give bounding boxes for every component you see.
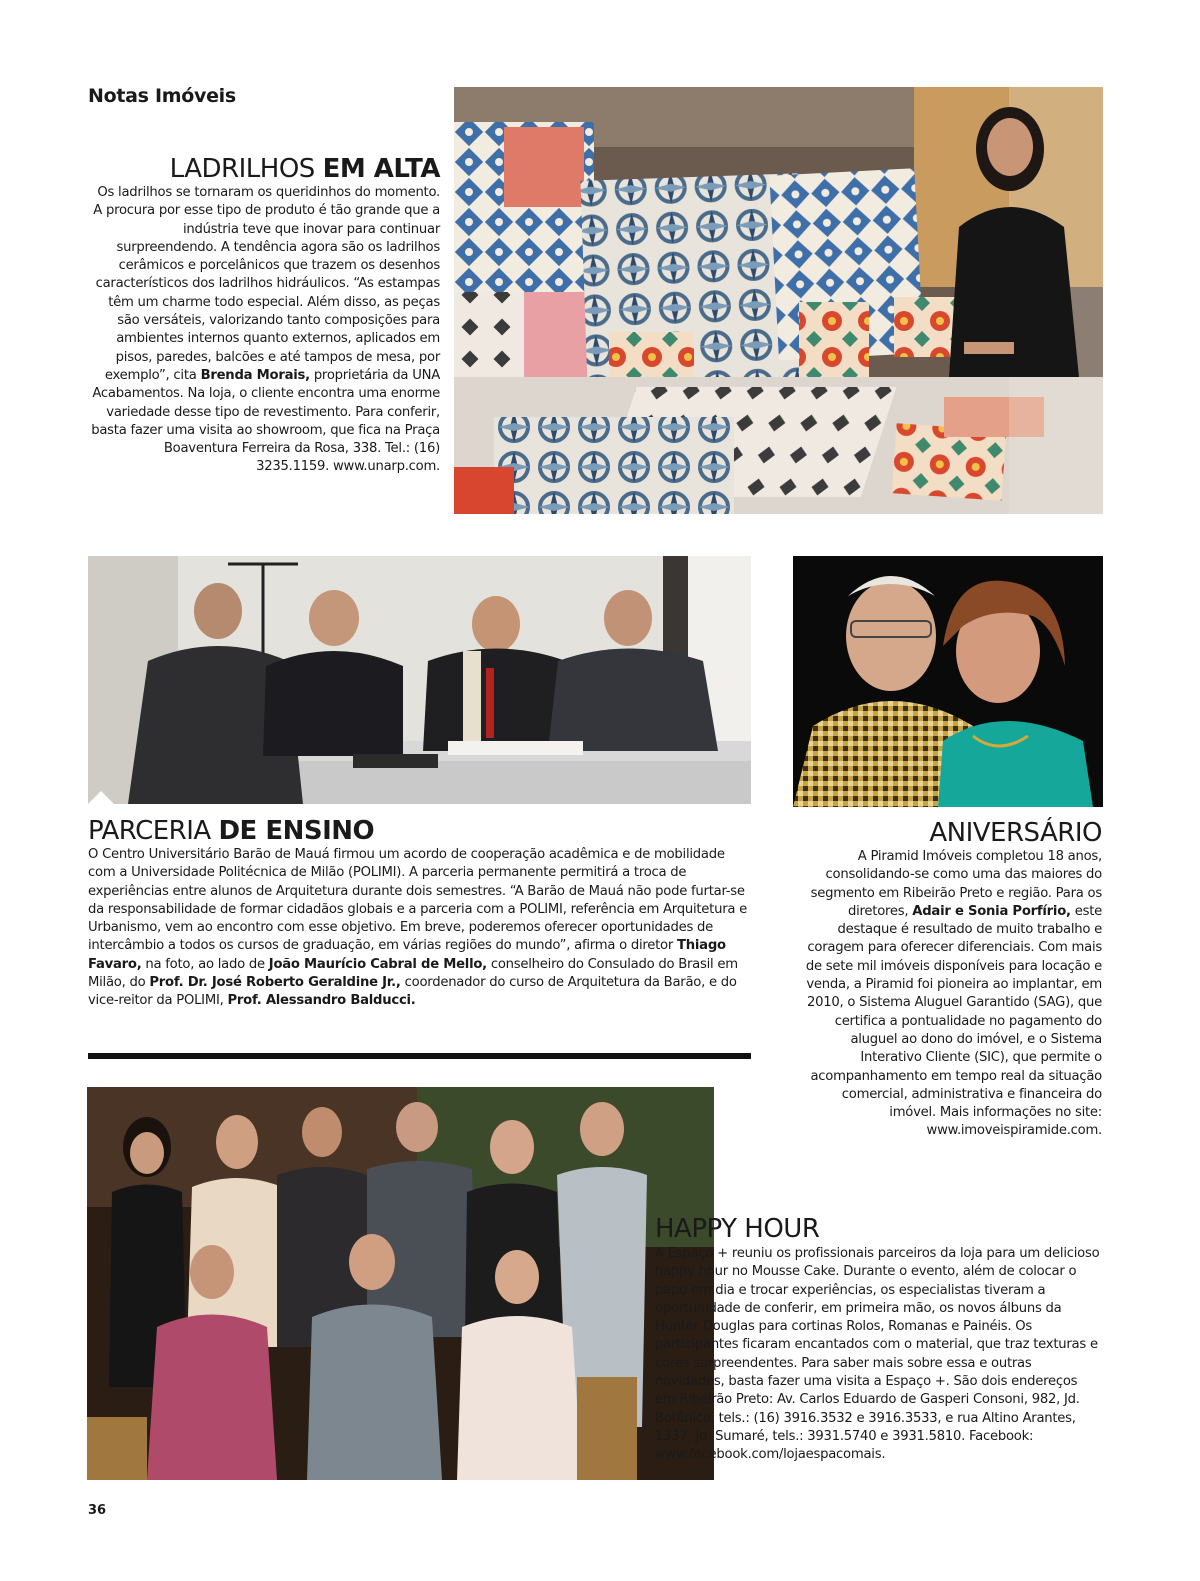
meeting-signing-photo <box>88 556 751 804</box>
couple-portrait-photo <box>793 556 1103 807</box>
ladrilhos-headline <box>170 154 440 184</box>
happy-hour-group-photo <box>87 1087 714 1480</box>
ladrilhos-title-light: LADRILHOS <box>169 154 315 184</box>
parceria-body-text-3: conselheiro do Consulado do Brasil em Milão, do <box>88 956 738 991</box>
tiles-showroom-photo <box>454 87 1103 514</box>
parceria-name-2: João Maurício Cabral de Mello, <box>268 956 487 972</box>
aniversario-article-body <box>800 848 1102 1141</box>
ladrilhos-title-bold: EM ALTA <box>322 154 440 184</box>
happy-hour-headline: HAPPY HOUR <box>655 1214 820 1244</box>
parceria-body-text-4: coordenador do curso de Arquitetura da Barão, e do vice-reitor da POLIMI, <box>88 975 737 1009</box>
parceria-title-light: PARCERIA <box>88 816 211 846</box>
parceria-headline <box>88 816 374 846</box>
ladrilhos-body-text: Os ladrilhos se tornaram os queridinhos do momento. A procura por esse tipo de produto é tão grande que a indústria teve que inovar para continuar surpreendendo. A tendência agora são os ladrilhos cerâmicos e porcelânicos que trazem os desenhos característicos dos ladrilhos hidráulicos. “As estampas têm um charme todo especial. Além disso, as peças são versáteis, valorizando tanto composições para ambientes internos quanto externos, aplicados em pisos, paredes, balcões e até tampos de mesa, por exemplo”, cita <box>93 185 440 383</box>
ladrilhos-article-body <box>88 184 440 477</box>
ladrilhos-person-name: Brenda Morais, <box>200 367 310 383</box>
parceria-name-3: Prof. Dr. José Roberto Geraldine Jr., <box>149 975 401 991</box>
aniversario-names: Adair e Sonia Porfírio, <box>912 903 1071 919</box>
parceria-article-body <box>88 846 753 1011</box>
parceria-name-4: Prof. Alessandro Balducci. <box>227 993 416 1009</box>
aniversario-headline: ANIVERSÁRIO <box>929 818 1102 848</box>
parceria-name-1: Thiago Favaro, <box>88 938 726 972</box>
aniversario-body-text-2: este destaque é resultado de muito trabalho e coragem para oferecer diferenciais. Com mais de sete mil imóveis disponíveis para locação e venda, a Piramid foi pioneira ao implantar, em 2010, o Sistema Aluguel Garantido (SAG), que certifica a pontualidade no pagamento do aluguel ao dono do imóvel, e o Sistema Interativo Cliente (SIC), que permite o acompanhamento em tempo real da situação comercial, administrativa e financeira do imóvel. Mais informações no site: www.imoveispiramide.com. <box>805 903 1102 1139</box>
parceria-body-text-2: na foto, ao lado de <box>145 956 265 972</box>
section-divider <box>88 1053 751 1059</box>
page-number: 36 <box>88 1503 107 1518</box>
ladrilhos-body-text-end: proprietária da UNA Acabamentos. Na loja, o cliente encontra uma enorme variedade desse tipo de revestimento. Para conferir, basta fazer uma visita ao showroom, que fica na Praça Boaventura Ferreira da Rosa, 338. Tel.: (16) 3235.1159. www.unarp.com. <box>91 367 440 475</box>
parceria-body-text: O Centro Universitário Barão de Mauá firmou um acordo de cooperação acadêmica e de mobilidade com a Universidade Politécnica de Milão (POLIMI). A parceria permanente permitirá a troca de experiências entre alunos de Arquitetura durante dois semestres. “A Barão de Mauá não pode furtar-se da responsabilidade de formar cidadãos globais e a parceria com a POLIMI, referência em Arquitetura e Urbanismo, vem ao encontro com esse objetivo. Em breve, poderemos oferecer oportunidades de intercâmbio a todos os cursos de graduação, em várias regiões do mundo”, afirma o diretor <box>88 847 748 954</box>
happy-hour-article-body: A Espaço + reuniu os profissionais parceiros da loja para um delicioso happy hour no Mousse Cake. Durante o evento, além de colocar o papo em dia e trocar experiências, os especialistas tiveram a oportunidade de conferir, em primeira mão, os novos álbuns da Hunter Douglas para cortinas Rolos, Romanas e Painéis. Os participantes ficaram encantados com o material, que traz texturas e cores surpreendentes. Para saber mais sobre essa e outras novidades, basta fazer uma visita a Espaço +. São dois endereços em Ribeirão Preto: Av. Carlos Eduardo de Gasperi Consoni, 982, Jd. Botânico, tels.: (16) 3916.3532 e 3916.3533, e rua Altino Arantes, 1337, Jd. Sumaré, tels.: 3931.5740 e 3931.5810. Facebook: www.facebook.com/lojaespacomais. <box>655 1246 1100 1463</box>
photo-caption-notch <box>88 791 114 804</box>
aniversario-body-text: A Piramid Imóveis completou 18 anos, consolidando-se como uma das maiores do segmento em Ribeirão Preto e região. Para os diretores, <box>810 849 1102 919</box>
parceria-title-bold: DE ENSINO <box>218 816 375 846</box>
section-label: Notas Imóveis <box>88 85 236 107</box>
